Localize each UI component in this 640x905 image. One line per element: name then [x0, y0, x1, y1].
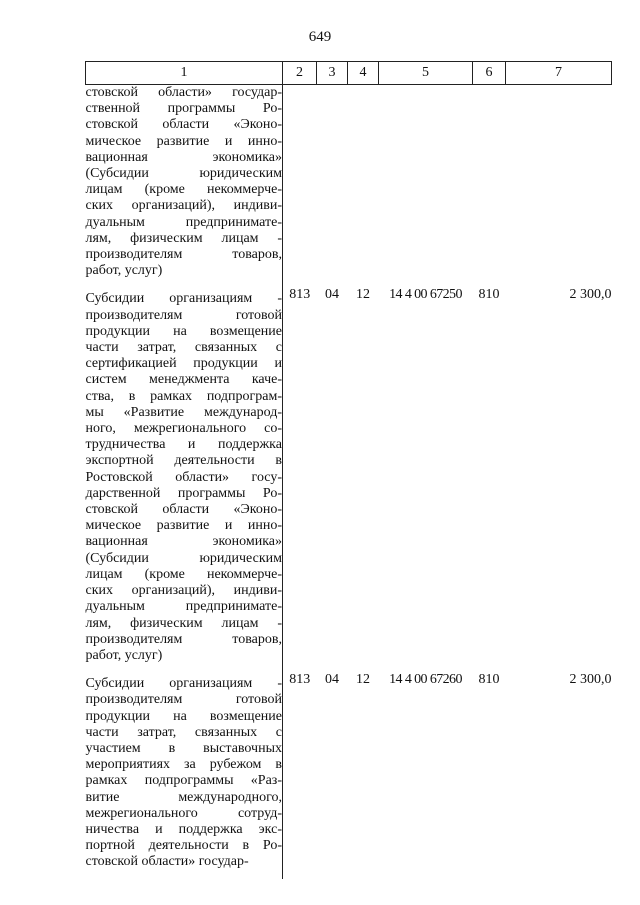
description-line: ства, в рамках подпрограм-	[85, 388, 282, 404]
description-line: Субсидии организациям -	[85, 291, 282, 307]
description-line: дуальным предпринимате-	[85, 599, 282, 615]
description-line: стовской области «Эконо-	[85, 502, 282, 518]
column-header: 7	[506, 62, 612, 85]
page-number: 649	[308, 29, 332, 45]
description-line: стовской области» государ-	[85, 854, 249, 870]
description-line: лям, физическим лицам -	[85, 615, 282, 631]
description-line: дуальным предпринимате-	[85, 214, 282, 230]
column-header: 6	[473, 62, 506, 85]
amount-value	[506, 85, 612, 288]
subsection-code: 12	[356, 287, 370, 303]
description-line: производителям товаров,	[85, 247, 282, 263]
description-line: ничества и поддержка экс-	[85, 821, 282, 837]
subsection-code: 12	[356, 672, 370, 688]
description-line: вационная экономика»	[85, 149, 282, 165]
description-line: стовской области «Эконо-	[85, 117, 282, 133]
description-line: (Субсидии юридическим	[85, 550, 282, 566]
target-article-code	[379, 85, 473, 288]
section-code: 04	[325, 287, 339, 303]
expense-type-code: 810	[478, 287, 500, 303]
budget-table	[85, 61, 612, 879]
expense-type-code	[473, 85, 506, 288]
description-line: работ, услуг)	[85, 647, 163, 663]
amount-value: 2 300,0	[569, 672, 612, 688]
description-line: мическое развитие и инно-	[85, 518, 282, 534]
column-header: 4	[348, 62, 379, 85]
target-article-code: 14 4 00 67250	[389, 287, 462, 303]
description-line: участием в выставочных	[85, 740, 282, 756]
description-line: экспортной деятельности в	[85, 453, 282, 469]
amount-value: 2 300,0	[569, 287, 612, 303]
column-header: 1	[86, 62, 283, 85]
description-line: ских организаций), индиви-	[85, 583, 282, 599]
column-header: 5	[379, 62, 473, 85]
description-line: (Субсидии юридическим	[85, 166, 282, 182]
description-line: мероприятиях за рубежом в	[85, 757, 282, 773]
description-line: Ростовской области» госу-	[85, 469, 282, 485]
table-header-row	[86, 62, 612, 85]
description-line: ских организаций), индиви-	[85, 198, 282, 214]
table-row	[86, 287, 612, 672]
description-line: межрегионального сотруд-	[85, 805, 282, 821]
description-line: систем менеджмента каче-	[85, 372, 282, 388]
section-code	[317, 85, 348, 288]
description-line: витие международного,	[85, 789, 282, 805]
target-article-code: 14 4 00 67260	[389, 672, 462, 688]
ministry-code	[283, 85, 317, 288]
ministry-code: 813	[289, 672, 311, 688]
table-body	[86, 85, 612, 879]
description-line: вационная экономика»	[85, 534, 282, 550]
column-header: 2	[283, 62, 317, 85]
description-line: ного, межрегионального со-	[85, 421, 282, 437]
table-row	[86, 85, 612, 288]
description-line: мы «Развитие международ-	[85, 404, 282, 420]
description-line: производителям товаров,	[85, 631, 282, 647]
section-code: 04	[325, 672, 339, 688]
description-line: работ, услуг)	[85, 263, 163, 279]
subsection-code	[348, 85, 379, 288]
table-row	[86, 672, 612, 878]
description-line: трудничества и поддержка	[85, 437, 282, 453]
description-line: лям, физическим лицам -	[85, 230, 282, 246]
expense-type-code: 810	[478, 672, 500, 688]
row-description	[86, 85, 283, 288]
description-line: портной деятельности в Ро-	[85, 838, 282, 854]
column-header: 3	[317, 62, 348, 85]
description-line: Субсидии организациям -	[85, 676, 282, 692]
row-description	[86, 672, 283, 878]
description-line: мическое развитие и инно-	[85, 133, 282, 149]
description-line: производителям готовой	[85, 307, 282, 323]
description-line: рамках подпрограммы «Раз-	[85, 773, 282, 789]
ministry-code: 813	[289, 287, 311, 303]
description-line: части затрат, связанных с	[85, 724, 282, 740]
description-line: части затрат, связанных с	[85, 340, 282, 356]
description-line: лицам (кроме некоммерче-	[85, 182, 282, 198]
description-line: продукции на возмещение	[85, 323, 282, 339]
row-description	[86, 287, 283, 672]
description-line: стовской области» государ-	[85, 85, 282, 100]
description-line: производителям готовой	[85, 692, 282, 708]
description-line: ственной программы Ро-	[85, 101, 282, 117]
description-line: сертификацией продукции и	[85, 356, 282, 372]
description-line: лицам (кроме некоммерче-	[85, 566, 282, 582]
description-line: дарственной программы Ро-	[85, 485, 282, 501]
description-line: продукции на возмещение	[85, 708, 282, 724]
